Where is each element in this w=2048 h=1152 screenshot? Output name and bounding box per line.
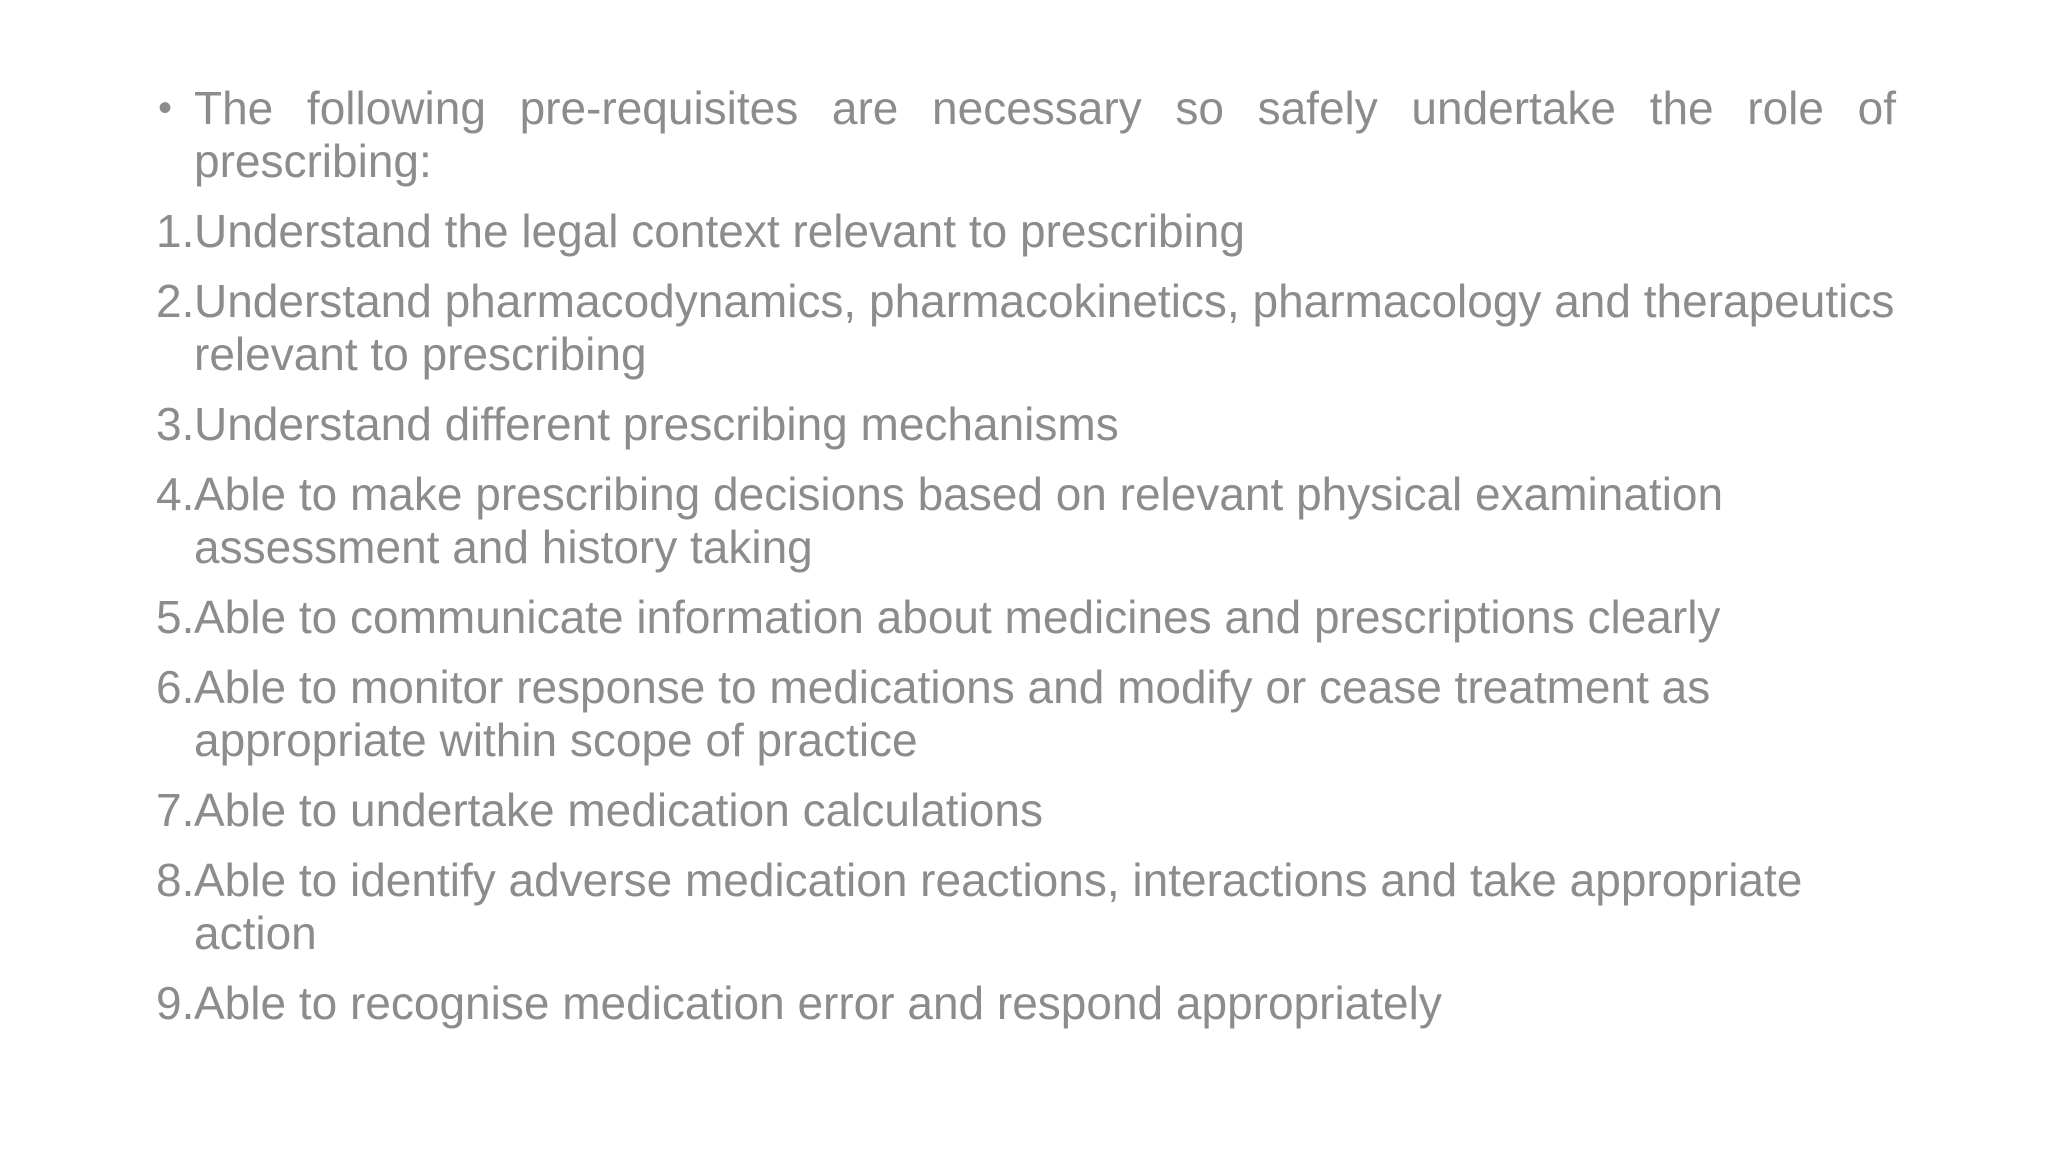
list-item — [156, 661, 1896, 767]
bullet-icon: • — [158, 86, 173, 130]
slide-content — [156, 82, 1896, 1047]
list-item-text: Understand pharmacodynamics, pharmacokinetics, pharmacology and therapeutics relevant to prescribing — [194, 275, 1895, 380]
list-item-text: Able to make prescribing decisions based on relevant physical examination assessment and history taking — [194, 468, 1724, 573]
list-item-text: Able to recognise medication error and respond appropriately — [194, 977, 1442, 1029]
list-item-text: Able to monitor response to medications and modify or cease treatment as appropriate within scope of practice — [194, 661, 1711, 766]
list-item-number: 6. — [156, 661, 195, 713]
list-item — [156, 591, 1896, 644]
list-item — [156, 977, 1896, 1030]
list-item-number: 5. — [156, 591, 195, 643]
list-item — [156, 468, 1896, 574]
list-item-number: 3. — [156, 398, 195, 450]
list-item-number: 7. — [156, 784, 195, 836]
list-item-number: 1. — [156, 205, 195, 257]
list-item — [156, 398, 1896, 451]
list-item — [156, 854, 1896, 960]
list-item-text: Able to communicate information about medicines and prescriptions clearly — [194, 591, 1721, 643]
intro-bullet — [156, 82, 1896, 188]
list-item-text: Understand the legal context relevant to prescribing — [194, 205, 1245, 257]
list-item — [156, 275, 1896, 381]
list-item-text: Able to undertake medication calculations — [194, 784, 1043, 836]
list-item-number: 4. — [156, 468, 195, 520]
list-item-text: Understand different prescribing mechanisms — [194, 398, 1119, 450]
intro-text: The following pre-requisites are necessary so safely undertake the role of prescribing: — [194, 82, 1896, 187]
list-item-number: 2. — [156, 275, 195, 327]
list-item-number: 9. — [156, 977, 195, 1029]
list-item-text: Able to identify adverse medication reactions, interactions and take appropriate action — [194, 854, 1803, 959]
list-item — [156, 784, 1896, 837]
list-item-number: 8. — [156, 854, 195, 906]
list-item — [156, 205, 1896, 258]
